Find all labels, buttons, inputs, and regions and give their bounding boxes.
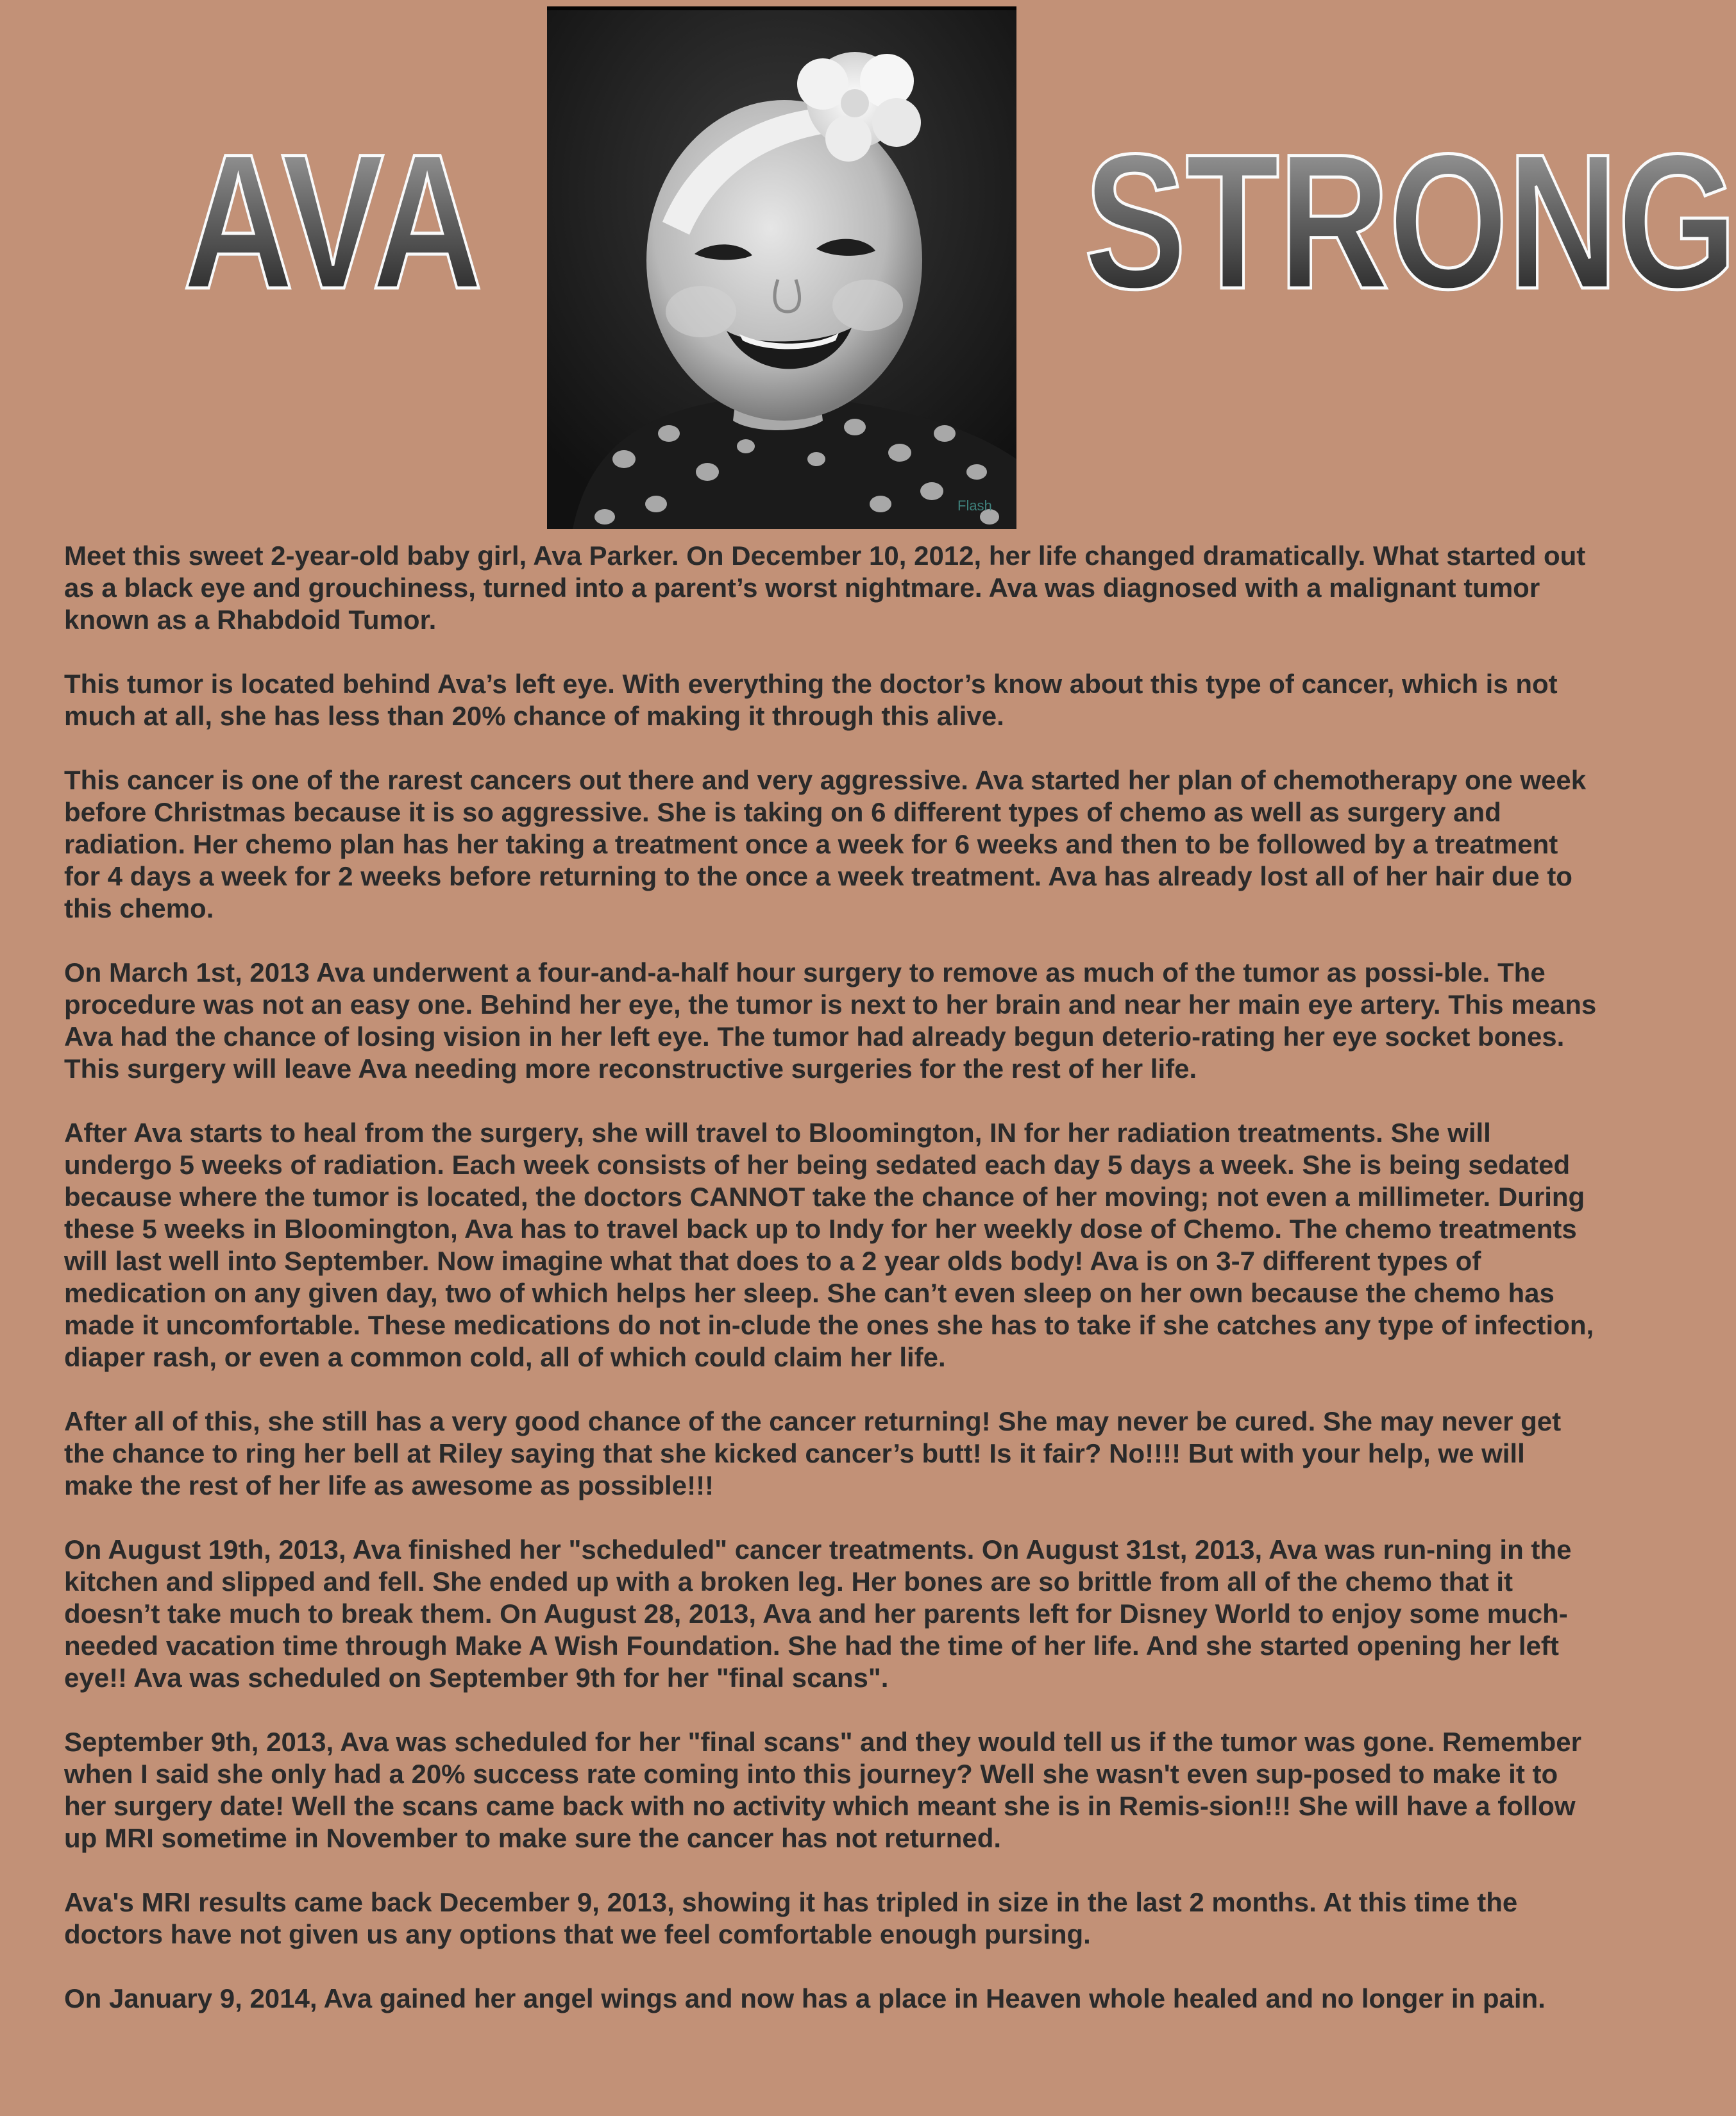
story-paragraph: On January 9, 2014, Ava gained her angel wings and now has a place in Heaven whole healed and no longer in pain. <box>64 1983 1546 2013</box>
story-paragraph: Meet this sweet 2-year-old baby girl, Ava Parker. On December 10, 2012, her life changed dramatically. What started out as a black eye and grouchiness, turned into a parent’s worst nightmare. Ava was diagnosed with a malignant tumor known as a Rhabdoid Tumor. <box>64 541 1586 635</box>
story-text <box>64 540 1597 2047</box>
title-word-ava: AVA <box>183 113 482 329</box>
story-paragraph: September 9th, 2013, Ava was scheduled for her "final scans" and they would tell us if the tumor was gone. Remember when I said she only had a 20% success rate coming into this journey? Well she wasn't even sup-posed to make it to her surgery date! Well the scans came back with no activity which meant she is in Remis-sion!!! She will have a follow up MRI sometime in November to make sure the cancer has not returned. <box>64 1727 1582 1853</box>
story-paragraph: On March 1st, 2013 Ava underwent a four-and-a-half hour surgery to remove as much of the tumor as possi-ble. The procedure was not an easy one. Behind her eye, the tumor is next to her brain and near her main eye artery. This means Ava had the chance of losing vision in her left eye. The tumor had already begun deterio-rating her eye socket bones. This surgery will leave Ava needing more reconstructive surgeries for the rest of her life. <box>64 957 1597 1084</box>
story-paragraph: On August 19th, 2013, Ava finished her "scheduled" cancer treatments. On August 31st, 2013, Ava was run-ning in the kitchen and slipped and fell. She ended up with a broken leg. Her bones are so brittle from all of the chemo that it doesn’t take much to break them. On August 28, 2013, Ava and her parents left for Disney World to enjoy some much-needed vacation time through Make A Wish Foundation. She had the time of her life. And she started opening her left eye!! Ava was scheduled on September 9th for her "final scans". <box>64 1534 1572 1693</box>
title-word-strong: STRONG <box>1084 113 1736 329</box>
smiling-child-portrait-icon <box>547 10 1016 529</box>
story-paragraph: This tumor is located behind Ava’s left eye. With everything the doctor’s know about this type of cancer, which is not much at all, she has less than 20% chance of making it through this alive. <box>64 669 1558 731</box>
story-paragraph: Ava's MRI results came back December 9, 2013, showing it has tripled in size in the last 2 months. At this time the doctors have not given us any options that we feel comfortable enough pursing. <box>64 1887 1518 1949</box>
story-paragraph: This cancer is one of the rarest cancers out there and very aggressive. Ava started her plan of chemotherapy one week before Christmas because it is so aggressive. She is taking on 6 different types of chemo as well as surgery and radiation. Her chemo plan has her taking a treatment once a week for 6 weeks and then to be followed by a treatment for 4 days a week for 2 weeks before returning to the once a week treatment. Ava has already lost all of her hair due to this chemo. <box>64 765 1587 923</box>
story-paragraph: After all of this, she still has a very good chance of the cancer returning! She may never be cured. She may never get the chance to ring her bell at Riley saying that she kicked cancer’s butt! Is it fair? No!!!! But with your help, we will make the rest of her life as awesome as possible!!! <box>64 1406 1562 1500</box>
photo-watermark: Flash <box>957 498 992 514</box>
story-paragraph: After Ava starts to heal from the surgery, she will travel to Bloomington, IN for her radiation treatments. She will undergo 5 weeks of radiation. Each week consists of her being sedated each day 5 days a week. She is being sedated because where the tumor is located, the doctors CANNOT take the chance of her moving; not even a millimeter. During these 5 weeks in Bloomington, Ava has to travel back up to Indy for her weekly dose of Chemo. The chemo treatments will last well into September. Now imagine what that does to a 2 year olds body! Ava is on 3-7 different types of medication on any given day, two of which helps her sleep. She can’t even sleep on her own because the chemo has made it uncomfortable. These medications do not in-clude the ones she has to take if she catches any type of infection, diaper rash, or even a common cold, all of which could claim her life. <box>64 1118 1594 1372</box>
portrait-photo <box>547 6 1016 529</box>
